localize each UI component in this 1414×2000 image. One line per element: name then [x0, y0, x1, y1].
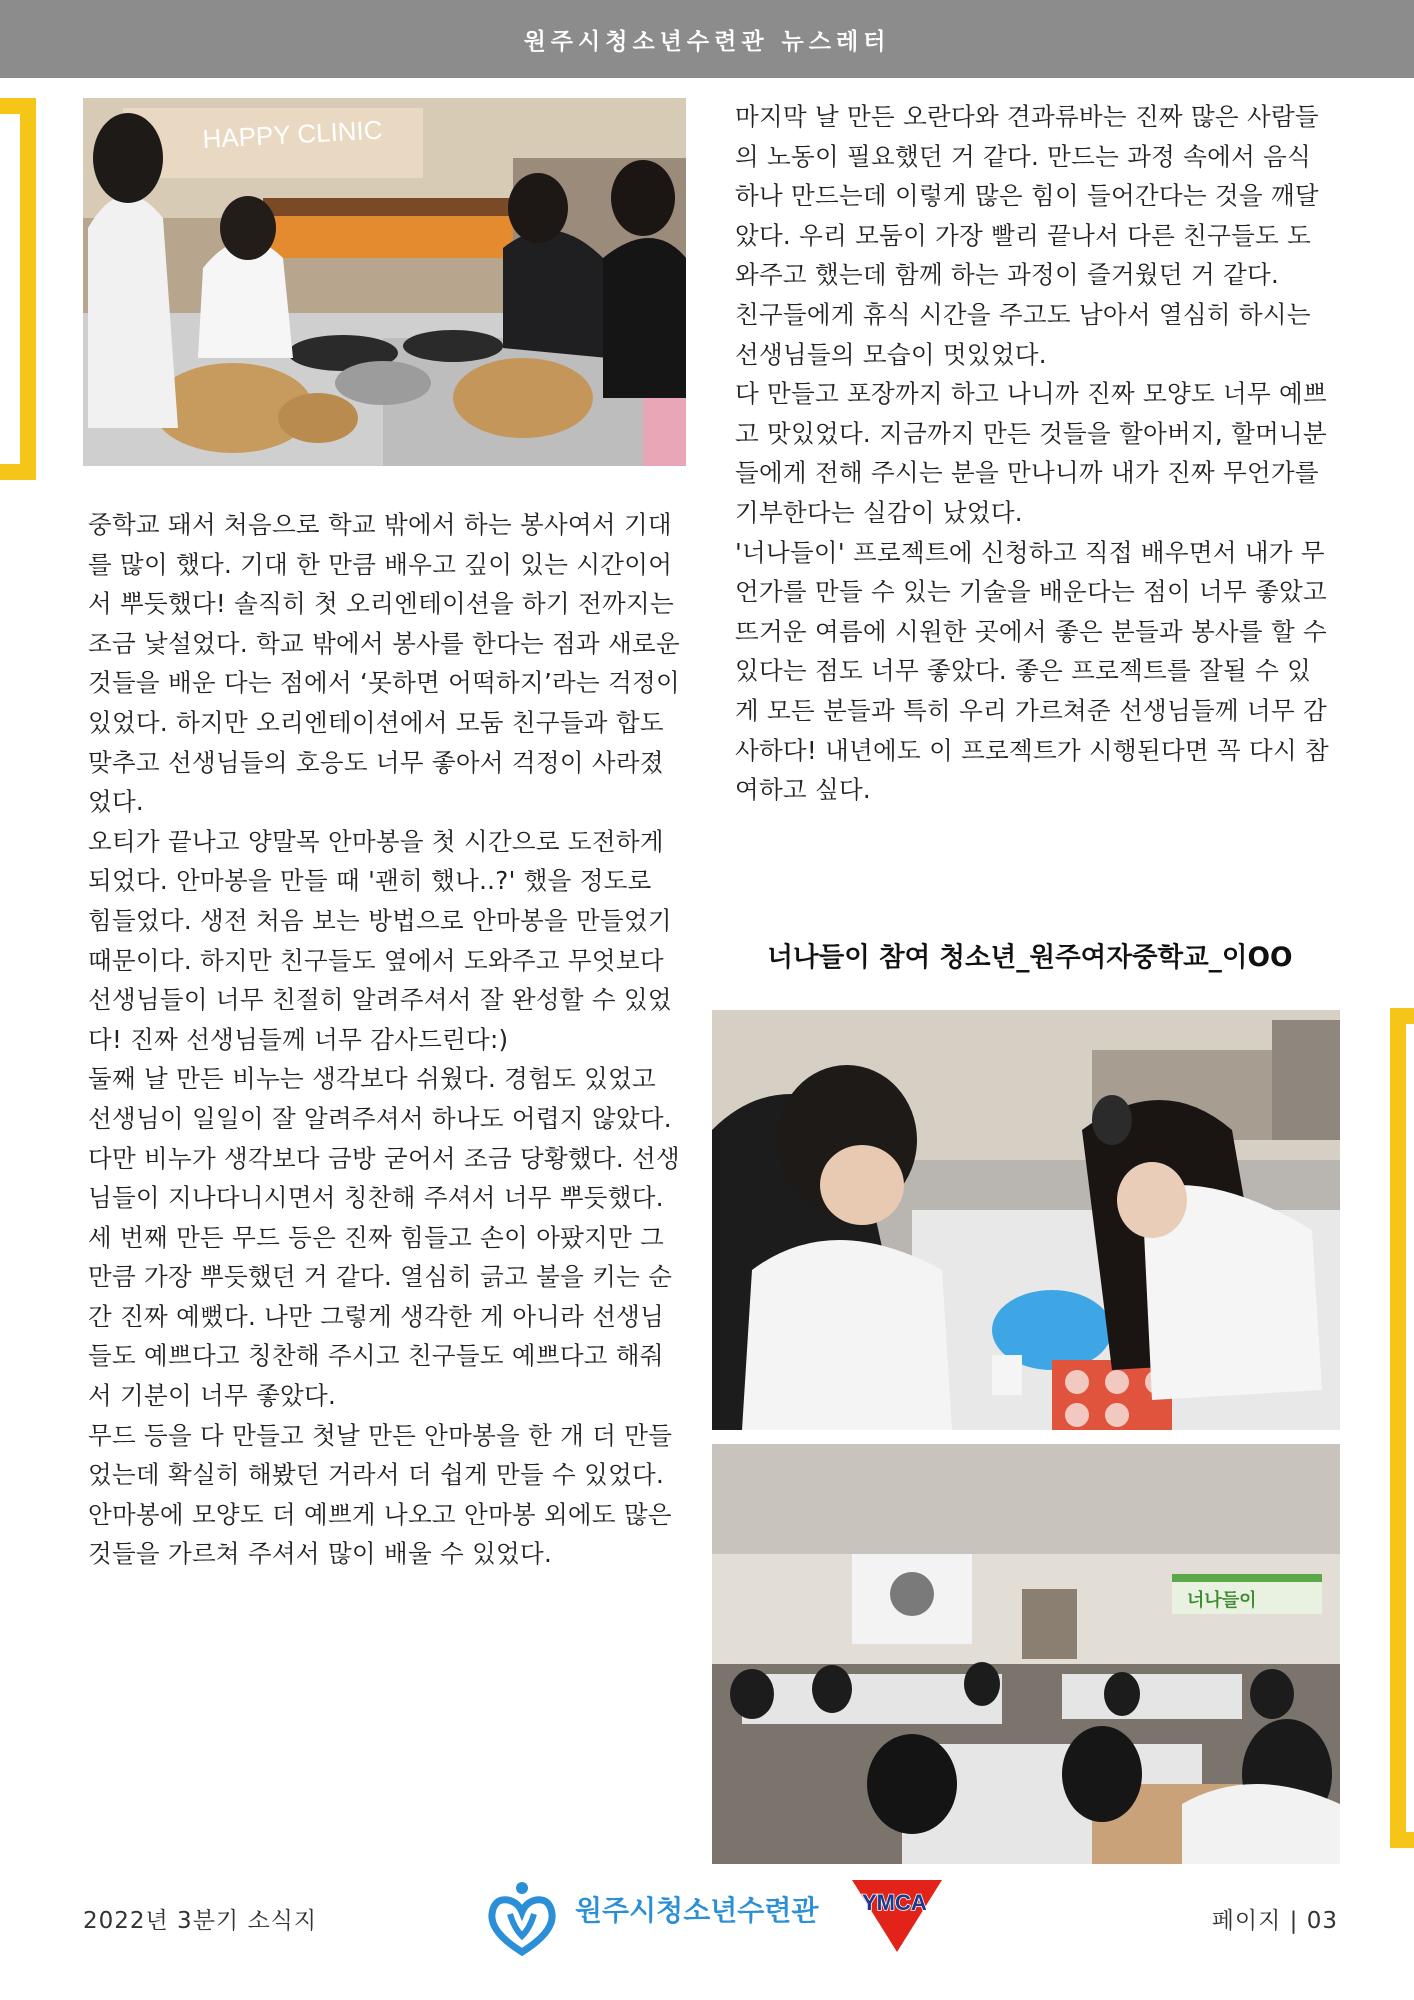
org-logo-text: 원주시청소년수련관 [575, 1895, 819, 1926]
newsletter-title: 원주시청소년수련관 뉴스레터 [523, 28, 891, 55]
article-paragraph: 세 번째 만든 무드 등은 진짜 힘들고 손이 아팠지만 그만큼 가장 뿌듯했던 거 같다. 열심히 긁고 불을 키는 순간 진짜 예뻤다. 나만 그렇게 생각한 게 아니라 선생님들도 예쁘다고 칭찬해 주시고 친구들도 예쁘다고 해줘서 기분이 너무 좋았다. [88, 1222, 673, 1411]
right-yellow-bracket [1390, 1008, 1414, 1848]
photo-candle-making [712, 1010, 1340, 1430]
newsletter-header [0, 0, 1414, 78]
article-paragraph: 무드 등을 다 만들고 첫날 만든 안마봉을 한 개 더 만들었는데 확실히 해봤던 거라서 더 쉽게 만들 수 있었다. 안마봉에 모양도 더 예쁘게 나오고 안마봉 외에도 많은 것들을 가르쳐 주셔서 많이 배울 수 있었다. [88, 1420, 673, 1569]
article-paragraph: 다 만들고 포장까지 하고 나니까 진짜 모양도 너무 예쁘고 맛있었다. 지금까지 만든 것들을 할아버지, 할머니분들에게 전해 주시는 분을 만나니까 내가 진짜 무언가를 기부한다는 실감이 났었다. [735, 379, 1327, 527]
article-paragraph: 마지막 날 만든 오란다와 견과류바는 진짜 많은 사람들의 노동이 필요했던 거 같다. 만드는 과정 속에서 음식 하나 만드는데 이렇게 많은 힘이 들어간다는 것을 깨달았다. 우리 모둠이 가장 빨리 끝나서 다른 친구들도 도와주고 했는데 함께 하는 과정이 즐거웠던 거 같다. [735, 102, 1319, 290]
article-paragraph: 친구들에게 휴식 시간을 주고도 남아서 열심히 하시는 선생님들의 모습이 멋있었다. [735, 299, 1311, 369]
left-yellow-bracket [0, 98, 36, 480]
article-paragraph: 둘째 날 만든 비누는 생각보다 쉬웠다. 경험도 있었고 선생님이 일일이 잘 알려주셔서 하나도 어렵지 않았다. 다만 비누가 생각보다 금방 굳어서 조금 당황했다. 선생님들이 지나다니시면서 칭찬해 주셔서 너무 뿌듯했다. [88, 1064, 680, 1213]
ymca-logo-text: YMCA [862, 1890, 927, 1915]
photo-cooking-activity [83, 98, 686, 466]
right-article-column [735, 97, 1335, 810]
left-article-column [88, 505, 683, 1574]
photo-sign-text: HAPPY CLINIC [201, 114, 384, 154]
footer-logos [480, 1874, 950, 1964]
article-paragraph: '너나들이' 프로젝트에 신청하고 직접 배우면서 내가 무언가를 만들 수 있는 기술을 배운다는 점이 너무 좋았고 뜨거운 여름에 시원한 곳에서 좋은 분들과 봉사를 할 수 있다는 점도 너무 좋았다. 좋은 프로젝트를 잘될 수 있게 모든 분들과 특히 우리 가르쳐준 선생님들께 너무 감사하다! 내년에도 이 프로젝트가 시행된다면 꼭 다시 참여하고 싶다. [735, 537, 1330, 805]
page-number: 페이지 | 03 [1211, 1908, 1338, 1934]
ymca-logo [852, 1880, 942, 1952]
org-emblem-icon [492, 1882, 552, 1952]
issue-label: 2022년 3분기 소식지 [83, 1908, 318, 1934]
article-paragraph: 중학교 돼서 처음으로 학교 밖에서 하는 봉사여서 기대를 많이 했다. 기대 한 만큼 배우고 깊이 있는 시간이어서 뿌듯했다! 솔직히 첫 오리엔테이션을 하기 전까지는 조금 낯설었다. 학교 밖에서 봉사를 한다는 점과 새로운 것들을 배운 다는 점에서 ‘못하면 어떡하지’라는 걱정이 있었다. 하지만 오리엔테이션에서 모둠 친구들과 합도 맞추고 선생님들의 호응도 너무 좋아서 걱정이 사라졌었다. [88, 510, 680, 817]
photo-workshop-room [712, 1444, 1340, 1864]
article-paragraph: 오티가 끝나고 양말목 안마봉을 첫 시간으로 도전하게 되었다. 안마봉을 만들 때 '괜히 했나..?' 했을 정도로 힘들었다. 생전 처음 보는 방법으로 안마봉을 만들었기 때문이다. 하지만 친구들도 옆에서 도와주고 무엇보다 선생님들이 너무 친절히 알려주셔서 잘 완성할 수 있었다! 진짜 선생님들께 너무 감사드린다:) [88, 826, 672, 1054]
author-heading: 너나들이 참여 청소년_원주여자중학교_이OO [767, 942, 1293, 973]
photo-banner-text: 너나들이 [1187, 1590, 1257, 1610]
